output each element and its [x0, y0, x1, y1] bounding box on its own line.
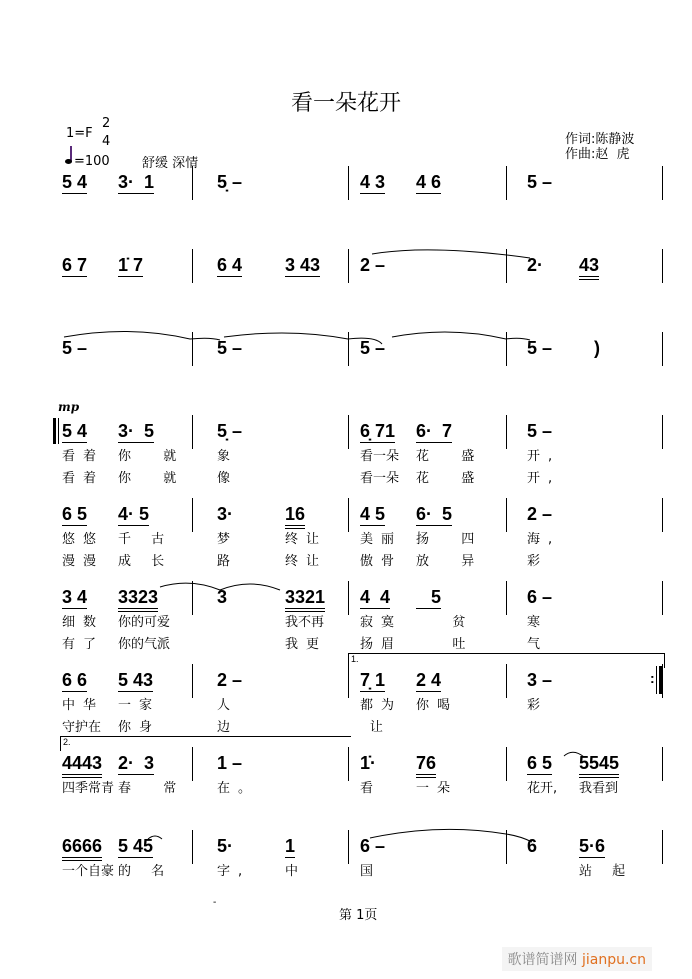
lyric-text: 吐 [416, 637, 474, 652]
note-group [118, 836, 153, 856]
note-text: 5̣ – [217, 421, 243, 441]
watermark-text: 歌谱简谱网 [507, 952, 578, 968]
note-text: 3321 [285, 587, 326, 607]
note-text: 5 43 [118, 670, 154, 690]
underline-beam [285, 857, 295, 858]
bar-line [662, 332, 663, 366]
note-text: 6̣ 71 [360, 421, 396, 441]
underline-beam [62, 608, 87, 609]
lyric-text: 细数 [62, 615, 105, 630]
underline-beam [118, 691, 153, 692]
lyric-text: 贫 [416, 615, 474, 630]
lyric-text: 看着 [62, 471, 105, 486]
bar-line [348, 747, 349, 781]
composer-credit: 作曲:赵 虎 [565, 147, 630, 162]
lyric-text: 中 [285, 864, 307, 879]
lyric-text: 让 [285, 720, 391, 735]
note-text: 6 7 [62, 255, 88, 275]
lyric-text: 你 就 [118, 471, 185, 486]
bar-line [662, 166, 663, 200]
lyric-text: 成 长 [118, 554, 173, 569]
bar-line [192, 747, 193, 781]
note-group [285, 504, 305, 524]
note-text: 5 – [527, 421, 553, 441]
lyric-text: 看一朵 [360, 471, 400, 486]
repeat-end-dots: : [650, 670, 655, 686]
lyric-text: 梦 [217, 532, 239, 547]
note-text: 2· 3 [118, 753, 155, 773]
note-group [217, 587, 227, 607]
lyric-text: 彩 [527, 554, 549, 569]
note-text: 1 [285, 836, 296, 856]
note-group [416, 670, 441, 690]
underline-beam [62, 276, 87, 277]
bar-line [348, 664, 349, 698]
underline-beam [579, 279, 599, 280]
note-text: 5 – [62, 338, 88, 358]
underline-beam [416, 774, 436, 775]
note-group [285, 255, 320, 275]
volta-2-label: 2. [63, 737, 71, 747]
note-group [416, 753, 436, 773]
bar-line [192, 166, 193, 200]
bar-line [348, 498, 349, 532]
underline-beam [62, 857, 102, 858]
bar-line [662, 415, 663, 449]
note-text: 2· [527, 255, 544, 275]
bar-line [506, 747, 507, 781]
note-text: 6666 [62, 836, 103, 856]
underline-beam [527, 774, 552, 775]
lyric-text: 边 [217, 720, 239, 735]
note-text: 5·6 [579, 836, 606, 856]
note-text: 4 4 [360, 587, 391, 607]
dynamic-marking: mp [58, 400, 80, 414]
underline-beam [416, 193, 441, 194]
lyric-text: 花 盛 [416, 471, 483, 486]
lyric-text: 气 [527, 637, 549, 652]
lyric-text: 一个自豪 [62, 864, 115, 879]
lyric-text: 寂寞 [360, 615, 403, 630]
note-text: 5 – [217, 338, 243, 358]
bar-line [506, 581, 507, 615]
note-group [360, 172, 385, 192]
note-text: 6 4 [217, 255, 243, 275]
note-group [416, 504, 452, 524]
note-group [416, 587, 441, 607]
tie-arc [392, 332, 530, 340]
note-group [62, 338, 87, 358]
stray-mark: - [213, 897, 217, 908]
note-text: 4 6 [416, 172, 442, 192]
note-text: 5 – [527, 172, 553, 192]
note-group [118, 172, 154, 192]
underline-beam [360, 193, 385, 194]
tie-arc [64, 331, 220, 340]
tie-arc [370, 829, 532, 842]
note-text: 43 [579, 255, 600, 275]
underline-beam [579, 774, 619, 775]
lyric-text: 你身 [118, 720, 161, 735]
underline-beam [62, 774, 102, 775]
volta-1-label: 1. [351, 654, 359, 664]
lyric-text: 终让 [285, 554, 328, 569]
note-group [62, 587, 87, 607]
bar-line [662, 581, 663, 615]
lyric-text: 扬 四 [416, 532, 483, 547]
bar-line [662, 249, 663, 283]
underline-beam [360, 608, 390, 609]
underline-beam [285, 525, 305, 526]
lyric-text: 漫漫 [62, 554, 105, 569]
note-group [579, 338, 600, 358]
note-group [217, 421, 242, 441]
lyric-text: 像 [217, 471, 239, 486]
lyric-text: 花开, [527, 781, 558, 796]
bar-line [348, 415, 349, 449]
underline-beam [62, 442, 87, 443]
note-text: 2 4 [416, 670, 442, 690]
underline-beam [62, 193, 87, 194]
note-group [285, 836, 295, 856]
lyric-text: 你的气派 [118, 637, 171, 652]
note-text: 5̣ – [217, 172, 243, 192]
underline-beam [118, 276, 143, 277]
lyric-text: 国 [360, 864, 382, 879]
underline-beam [360, 442, 395, 443]
note-group [527, 670, 552, 690]
lyric-text: 美丽 [360, 532, 403, 547]
note-text: 5· [217, 836, 234, 856]
note-text: 6 5 [527, 753, 553, 773]
underline-beam [579, 276, 599, 277]
note-text: 76 [416, 753, 437, 773]
note-group [217, 753, 242, 773]
note-text: 5 4 [62, 421, 88, 441]
note-text: 4 3 [360, 172, 386, 192]
note-text: 4 5 [360, 504, 386, 524]
note-group [118, 670, 153, 690]
note-group [217, 504, 233, 524]
note-group [118, 255, 143, 275]
underline-beam [62, 691, 87, 692]
note-text: 5 [416, 587, 442, 607]
note-group [527, 836, 537, 856]
bar-line [506, 166, 507, 200]
lyric-text: 我不再 [285, 615, 325, 630]
note-group [217, 836, 233, 856]
note-group [118, 753, 154, 773]
note-text: 6 [527, 836, 538, 856]
note-group [360, 504, 385, 524]
underline-beam [416, 442, 452, 443]
note-group [527, 421, 552, 441]
note-group [527, 587, 552, 607]
bar-line [662, 664, 663, 698]
bar-line [506, 332, 507, 366]
bar-line [506, 415, 507, 449]
note-text: 2 – [527, 504, 553, 524]
lyric-text: 傲骨 [360, 554, 403, 569]
note-text: 1̇ 7 [118, 255, 144, 275]
underline-beam [416, 691, 441, 692]
note-text: 3· 1 [118, 172, 155, 192]
lyric-text: 都为 [360, 698, 403, 713]
lyric-text: 字, [217, 864, 251, 879]
bar-line [662, 747, 663, 781]
lyric-text: 中华 [62, 698, 105, 713]
note-text: 3· [217, 504, 234, 524]
note-group [360, 753, 376, 773]
lyric-text: 有了 [62, 637, 105, 652]
note-text: 7̣ 1 [360, 670, 386, 690]
note-group [118, 504, 149, 524]
bar-line [348, 581, 349, 615]
note-group [360, 836, 385, 856]
underline-beam [285, 608, 325, 609]
note-text: 5 – [360, 338, 386, 358]
note-group [62, 753, 102, 773]
note-group [416, 421, 452, 441]
note-group [62, 421, 87, 441]
note-group [217, 255, 242, 275]
watermark [502, 947, 652, 971]
bar-line [506, 498, 507, 532]
note-group [62, 504, 87, 524]
underline-beam [360, 691, 385, 692]
note-group [62, 836, 102, 856]
bar-line [192, 664, 193, 698]
lyric-text: 放 异 [416, 554, 483, 569]
note-group [62, 255, 87, 275]
bar-line [506, 664, 507, 698]
underline-beam [579, 857, 605, 858]
lyric-text: 彩 [527, 698, 549, 713]
lyric-text: 千 古 [118, 532, 173, 547]
bar-line [348, 332, 349, 366]
note-text: 3323 [118, 587, 159, 607]
lyric-text: 开, [527, 449, 561, 464]
note-group [118, 587, 158, 607]
lyric-text: 的 名 [118, 864, 173, 879]
note-text: 2 – [360, 255, 386, 275]
underline-beam [416, 525, 452, 526]
lyric-text: 你喝 [416, 698, 459, 713]
tempo-marking: =100 [74, 154, 110, 169]
lyric-text: 四季常青 [62, 781, 115, 796]
lyric-text: 看着 [62, 449, 105, 464]
lyric-text: 一家 [118, 698, 161, 713]
bar-line [348, 166, 349, 200]
bar-line [192, 332, 193, 366]
note-text: 3 43 [285, 255, 321, 275]
lyric-text: 我更 [285, 637, 328, 652]
bar-line [506, 830, 507, 864]
lyric-text: 我看到 [579, 781, 619, 796]
bar-line [192, 830, 193, 864]
note-text: 4443 [62, 753, 103, 773]
note-group [416, 172, 441, 192]
note-group [360, 587, 390, 607]
note-text: 6 6 [62, 670, 88, 690]
note-group [62, 172, 87, 192]
key-signature: 1=F [66, 126, 93, 141]
lyric-text: 终让 [285, 532, 328, 547]
lyric-text: 春 常 [118, 781, 185, 796]
underline-beam [118, 608, 158, 609]
lyric-text: 你 就 [118, 449, 185, 464]
lyric-text: 站 起 [579, 864, 634, 879]
lyric-text: 你的可爱 [118, 615, 171, 630]
note-text: 6 5 [62, 504, 88, 524]
note-group [527, 753, 552, 773]
expression-marking: 舒缓 深情 [142, 156, 199, 171]
note-text: 3· 5 [118, 421, 155, 441]
note-text: 5 45 [118, 836, 154, 856]
note-text: 1 – [217, 753, 243, 773]
lyric-text: 象 [217, 449, 239, 464]
lyric-text: 寒 [527, 615, 549, 630]
note-group [360, 255, 385, 275]
note-group [285, 587, 325, 607]
note-group [527, 504, 552, 524]
song-title: 看一朵花开 [290, 91, 401, 116]
lyric-text: 人 [217, 698, 239, 713]
bar-line [192, 581, 193, 615]
bar-line [192, 415, 193, 449]
underline-beam [118, 442, 154, 443]
bar-line [192, 249, 193, 283]
note-text: 3 – [527, 670, 553, 690]
note-text: 6· 7 [416, 421, 453, 441]
note-group [118, 421, 154, 441]
lyric-text: 扬眉 [360, 637, 403, 652]
lyric-text: 花 盛 [416, 449, 483, 464]
note-group [62, 670, 87, 690]
note-text: 3 [217, 587, 228, 607]
time-signature-top: 2 [102, 116, 111, 131]
lyric-text: 守护在 [62, 720, 102, 735]
bar-line [348, 830, 349, 864]
note-text: 2 – [217, 670, 243, 690]
note-text: 16 [285, 504, 306, 524]
note-group [217, 338, 242, 358]
bar-line [506, 249, 507, 283]
underline-beam [118, 525, 149, 526]
bar-line [662, 830, 663, 864]
underline-beam [118, 774, 154, 775]
note-text: 4· 5 [118, 504, 150, 524]
note-group [527, 338, 552, 358]
note-text: 5 4 [62, 172, 88, 192]
bar-line [192, 498, 193, 532]
note-group [360, 670, 385, 690]
lyric-text: 开, [527, 471, 561, 486]
note-group [527, 255, 543, 275]
note-group [360, 338, 385, 358]
note-group [360, 421, 395, 441]
note-group [579, 255, 599, 275]
note-group [527, 172, 552, 192]
tie-arc [224, 333, 382, 344]
note-group [579, 753, 619, 773]
note-text: 1̇· [360, 753, 377, 773]
note-text: 5 – [527, 338, 553, 358]
lyric-text: 路 [217, 554, 239, 569]
page-number: 第 1页 [339, 908, 378, 923]
note-text: 6 – [527, 587, 553, 607]
note-group [217, 670, 242, 690]
note-text: 5545 [579, 753, 620, 773]
lyric-text: 一朵 [416, 781, 459, 796]
note-group [579, 836, 605, 856]
underline-beam [416, 608, 441, 609]
underline-beam [360, 525, 385, 526]
note-text: 6 – [360, 836, 386, 856]
bar-line [662, 498, 663, 532]
underline-beam [217, 276, 242, 277]
lyric-text: 悠悠 [62, 532, 105, 547]
lyric-text: 看 [360, 781, 382, 796]
lyric-text: 看一朵 [360, 449, 400, 464]
lyric-text: 海, [527, 532, 561, 547]
underline-beam [285, 276, 320, 277]
note-text: 6· 5 [416, 504, 453, 524]
note-text: ) [579, 338, 600, 358]
time-signature-bottom: 4 [102, 134, 111, 149]
watermark-url: jianpu.cn [581, 952, 646, 968]
underline-beam [118, 857, 153, 858]
lyricist-credit: 作词:陈静波 [565, 132, 635, 147]
lyric-text: 在。 [217, 781, 260, 796]
bar-line [348, 249, 349, 283]
underline-beam [62, 525, 87, 526]
note-group [217, 172, 242, 192]
note-text: 3 4 [62, 587, 88, 607]
underline-beam [118, 193, 154, 194]
